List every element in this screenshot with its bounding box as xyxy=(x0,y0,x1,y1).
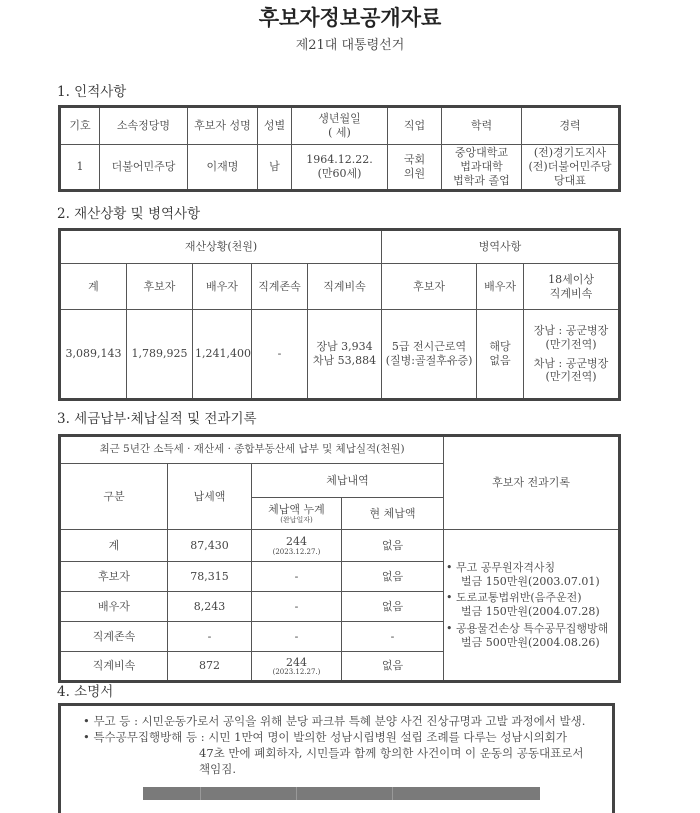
arrears-date: (2023.12.27.) xyxy=(272,547,321,556)
section-personal-title: 1. 인적사항 xyxy=(57,84,127,100)
section-tax-title: 3. 세금납부·체납실적 및 전과기록 xyxy=(57,411,257,427)
cell-name: 이재명 xyxy=(188,145,258,191)
header-category: 구분 xyxy=(60,464,168,530)
header-arrears-total xyxy=(252,498,342,530)
criminal-record xyxy=(446,560,616,589)
cell-paid: 78,315 xyxy=(168,562,252,592)
arrears-total-note: (완납일자) xyxy=(280,515,313,524)
criminal-record xyxy=(446,591,616,619)
header-descendant: 직계비속 xyxy=(308,264,382,310)
record-charge: • 공용물건손상 특수공무집행방해 xyxy=(446,621,609,635)
cell-current: 없음 xyxy=(342,530,444,562)
cell-number: 1 xyxy=(60,145,100,191)
header-career: 경력 xyxy=(522,107,620,145)
record-fine: 벌금 150만원(2003.07.01) xyxy=(461,574,600,588)
header-education: 학력 xyxy=(442,107,522,145)
header-spouse: 배우자 xyxy=(193,264,252,310)
mil-line: (질병:골절후유증) xyxy=(385,354,473,367)
record-charge: • 도로교통법위반(음주운전) xyxy=(446,591,582,605)
cell-candidate: 1,789,925 xyxy=(127,310,193,400)
mil-line: 차남 : 공군병장 xyxy=(533,356,609,370)
cell-career xyxy=(522,145,620,191)
career-line: 당대표 xyxy=(554,173,586,187)
career-line: (전)경기도지사 xyxy=(533,146,607,160)
property-header: 재산상황(천원) xyxy=(60,230,382,264)
header-total: 계 xyxy=(60,264,127,310)
toolbar-divider xyxy=(200,787,201,800)
cell-ascendant: - xyxy=(252,310,308,400)
arrears-value: 244 xyxy=(286,535,307,549)
cell-current: 없음 xyxy=(342,562,444,592)
header-job: 직업 xyxy=(388,107,442,145)
mil-line: (만기전역) xyxy=(545,370,597,384)
statement-line: • 무고 등 : 시민운동가로서 공익을 위해 분당 파크뷰 특혜 분양 사건 진상규명과 고발 과정에서 발생. xyxy=(83,714,586,728)
desc-line: 장남 3,934 xyxy=(316,340,373,354)
header-line: 직계비속 xyxy=(549,286,593,300)
cell-total: 3,089,143 xyxy=(60,310,127,400)
criminal-header: 후보자 전과기록 xyxy=(444,436,620,530)
personal-info-table xyxy=(58,105,621,192)
cell-mil-spouse xyxy=(477,310,524,400)
header-arrears-current: 현 체납액 xyxy=(342,498,444,530)
record-fine: 벌금 500만원(2004.08.26) xyxy=(461,635,600,649)
toolbar-divider xyxy=(392,787,393,800)
criminal-records xyxy=(444,530,620,682)
military-header: 병역사항 xyxy=(382,230,620,264)
record-fine: 벌금 150만원(2004.07.28) xyxy=(461,605,600,618)
edu-line: 중앙대학교 xyxy=(454,146,509,160)
header-line: 18세이상 xyxy=(548,272,594,286)
header-mil-candidate: 후보자 xyxy=(382,264,477,310)
header-party: 소속정당명 xyxy=(100,107,188,145)
cell-arrears: - xyxy=(252,562,342,592)
mil-line: 장남 : 공군병장 xyxy=(533,324,609,337)
header-gender: 성별 xyxy=(258,107,292,145)
job-line: 국회 xyxy=(403,153,426,167)
cell-category: 배우자 xyxy=(60,592,168,622)
edu-line: 법학과 졸업 xyxy=(453,173,510,187)
record-charge: • 무고 공무원자격사칭 xyxy=(446,560,556,574)
tax-criminal-table xyxy=(58,434,621,683)
header-name: 후보자 성명 xyxy=(188,107,258,145)
cell-category: 직계비속 xyxy=(60,652,168,682)
desc-line: 차남 53,884 xyxy=(312,354,377,367)
statement-line: 책임짐. xyxy=(199,762,236,776)
cell-gender: 남 xyxy=(258,145,292,191)
criminal-record xyxy=(446,621,616,650)
section-statement-title: 4. 소명서 xyxy=(57,684,114,700)
cell-job xyxy=(388,145,442,191)
arrears-value: 244 xyxy=(286,655,307,669)
cell-current: 없음 xyxy=(342,652,444,682)
section-property-title: 2. 재산상황 및 병역사항 xyxy=(57,206,201,222)
cell-category: 계 xyxy=(60,530,168,562)
cell-descendant xyxy=(308,310,382,400)
toolbar-divider xyxy=(296,787,297,800)
document-subtitle: 제21대 대통령선거 xyxy=(295,38,405,53)
statement-line: • 특수공무집행방해 등 : 시민 1만여 명이 발의한 성남시립병원 설립 조례를 다루는 성남시의회가 xyxy=(83,730,567,744)
table-row xyxy=(60,530,620,562)
job-line: 의원 xyxy=(403,167,426,180)
cell-arrears: - xyxy=(252,622,342,652)
header-arrears: 체납내역 xyxy=(252,464,444,498)
cell-birth xyxy=(292,145,388,191)
cell-current: - xyxy=(342,622,444,652)
cell-education xyxy=(442,145,522,191)
header-mil-spouse: 배우자 xyxy=(477,264,524,310)
header-number: 기호 xyxy=(60,107,100,145)
birth-date: 1964.12.22. xyxy=(306,153,373,167)
edu-line: 법과대학 xyxy=(460,160,503,174)
cell-paid: - xyxy=(168,622,252,652)
bottom-toolbar-overlay[interactable] xyxy=(143,787,540,800)
cell-party: 더불어민주당 xyxy=(100,145,188,191)
career-line: (전)더불어민주당 xyxy=(528,160,612,174)
cell-arrears: - xyxy=(252,592,342,622)
statement-line: 47초 만에 폐회하자, 시민들과 함께 항의한 사건이며 이 운동의 공동대표로서 xyxy=(199,746,584,760)
cell-paid: 8,243 xyxy=(168,592,252,622)
mil-line: 5급 전시근로역 xyxy=(391,340,467,354)
property-military-table xyxy=(58,228,621,401)
cell-mil-descendant xyxy=(524,310,620,400)
mil-line: (만기전역) xyxy=(545,337,597,351)
document-title: 후보자정보공개자료 xyxy=(258,6,442,30)
cell-arrears xyxy=(252,652,342,682)
cell-current: 없음 xyxy=(342,592,444,622)
age: (만60세) xyxy=(317,167,362,180)
header-ascendant: 직계존속 xyxy=(252,264,308,310)
mil-line: 없음 xyxy=(489,354,511,367)
cell-category: 직계존속 xyxy=(60,622,168,652)
cell-arrears xyxy=(252,530,342,562)
cell-mil-candidate xyxy=(382,310,477,400)
header-paid: 납세액 xyxy=(168,464,252,530)
header-birth: 생년월일 ( 세) xyxy=(292,107,388,145)
header-mil-descendant xyxy=(524,264,620,310)
mil-line: 해당 xyxy=(489,340,511,354)
header-candidate: 후보자 xyxy=(127,264,193,310)
cell-paid: 872 xyxy=(168,652,252,682)
arrears-total-label: 체납액 누계 xyxy=(268,503,325,517)
cell-category: 후보자 xyxy=(60,562,168,592)
arrears-date: (2023.12.27.) xyxy=(272,668,321,677)
tax-header: 최근 5년간 소득세 · 재산세 · 종합부동산세 납부 및 체납실적(천원) xyxy=(60,436,444,464)
cell-spouse: 1,241,400 xyxy=(193,310,252,400)
cell-paid: 87,430 xyxy=(168,530,252,562)
